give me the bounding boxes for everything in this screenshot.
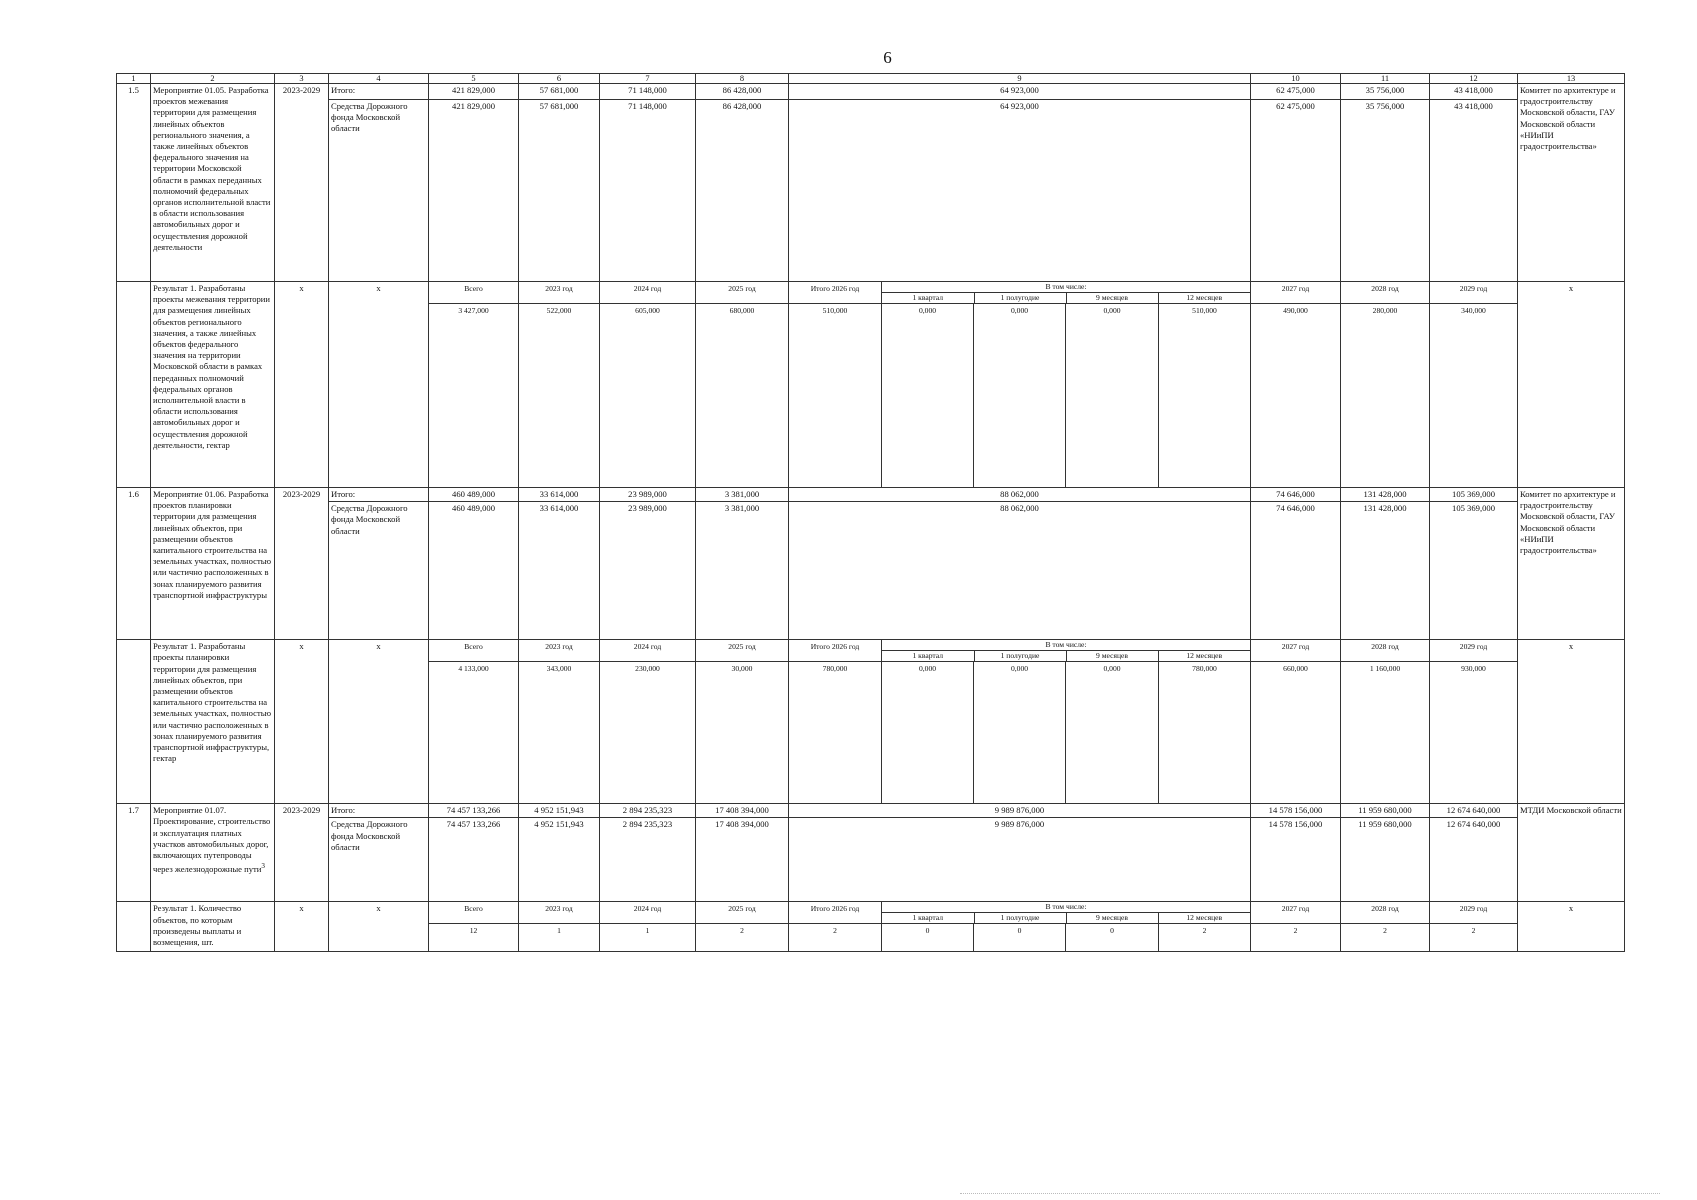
nine-months-label: 9 месяцев (1066, 293, 1158, 304)
value-cell: 131 428,000 (1341, 488, 1430, 502)
including-subtable (882, 282, 1250, 303)
result-col-total-2026: Итого 2026 год (789, 640, 882, 662)
col-header: 11 (1341, 74, 1430, 84)
twelve-months-label: 12 месяцев (1186, 651, 1223, 661)
value-cell: 340,000 (1430, 304, 1518, 488)
value-cell: 522,000 (519, 304, 600, 488)
value-cell: 3 381,000 (696, 502, 789, 640)
value-cell: 421 829,000 (429, 84, 519, 100)
x-mark: х (1518, 902, 1625, 952)
activity-title-text: Мероприятие 01.05. Разработка проектов межевания территории для размещения линейных объектов регионального значения, а также линейных объектов федерального значения на территории Московской области в рамках переданных полномочий федеральных органов исполнительной власти в области использования автомобильных дорог и осуществления дорожной деятельности (153, 85, 271, 252)
value-cell: 17 408 394,000 (696, 818, 789, 902)
including-label: В том числе: (882, 640, 1250, 651)
value-cell: 43 418,000 (1430, 84, 1518, 100)
col-header: 7 (600, 74, 696, 84)
value-cell: 1 160,000 (1341, 662, 1430, 804)
result-col-total-2026: Итого 2026 год (789, 282, 882, 304)
value-cell: 3 427,000 (429, 304, 519, 488)
program-table-container (116, 73, 1625, 952)
result-col-2028: 2028 год (1341, 282, 1430, 304)
value-cell: 490,000 (1251, 304, 1341, 488)
value-cell: 510,000 (789, 304, 882, 488)
value-cell: 14 578 156,000 (1251, 804, 1341, 818)
result-col-2024: 2024 год (600, 640, 696, 662)
funding-source: Средства Дорожного фонда Московской области (329, 100, 429, 282)
result-number-blank (117, 902, 151, 952)
result-header-row (117, 282, 1625, 304)
result-col-including (882, 640, 1251, 662)
result-col-including (882, 282, 1251, 304)
activity-number: 1.7 (117, 804, 151, 902)
half-year-label: 1 полугодие (974, 293, 1066, 304)
value-cell: 88 062,000 (789, 502, 1251, 640)
result-col-total: Всего (429, 282, 519, 304)
x-mark: х (275, 282, 329, 488)
value-cell: 11 959 680,000 (1341, 804, 1430, 818)
x-mark: х (329, 640, 429, 804)
funding-source: Средства Дорожного фонда Московской области (329, 818, 429, 902)
result-col-2027: 2027 год (1251, 640, 1341, 662)
value-cell: 0,000 (882, 304, 974, 488)
value-cell: 3 381,000 (696, 488, 789, 502)
total-label: Итого: (329, 804, 429, 818)
value-cell: 12 674 640,000 (1430, 804, 1518, 818)
activity-source-row (117, 502, 1625, 640)
x-mark: х (329, 282, 429, 488)
col-header: 10 (1251, 74, 1341, 84)
col-header: 12 (1430, 74, 1518, 84)
value-cell: 421 829,000 (429, 100, 519, 282)
activity-title (151, 84, 275, 282)
value-cell: 0 (1066, 924, 1159, 952)
result-col-2027: 2027 год (1251, 902, 1341, 924)
col-header: 1 (117, 74, 151, 84)
result-col-including (882, 902, 1251, 924)
value-cell: 0,000 (1066, 662, 1159, 804)
result-title: Результат 1. Разработаны проекты межевания территории для размещения линейных объектов регионального значения, а также линейных объектов федерального значения на территории Московской области в рамках переданных полномочий федеральных органов исполнительной власти в области использования автомобильных дорог и осуществления дорожной деятельности, гектар (151, 282, 275, 488)
x-mark: х (275, 902, 329, 952)
value-cell: 33 614,000 (519, 502, 600, 640)
activity-title (151, 804, 275, 902)
value-cell: 1 (519, 924, 600, 952)
activity-source-row (117, 818, 1625, 902)
value-cell: 33 614,000 (519, 488, 600, 502)
value-cell: 64 923,000 (789, 100, 1251, 282)
result-col-2024: 2024 год (600, 282, 696, 304)
value-cell: 1 (600, 924, 696, 952)
twelve-months-label: 12 месяцев (1186, 913, 1223, 923)
col-header: 13 (1518, 74, 1625, 84)
value-cell: 14 578 156,000 (1251, 818, 1341, 902)
value-cell: 780,000 (789, 662, 882, 804)
col-header: 9 (789, 74, 1251, 84)
value-cell: 460 489,000 (429, 488, 519, 502)
value-cell: 280,000 (1341, 304, 1430, 488)
half-year-label: 1 полугодие (974, 651, 1066, 662)
result-col-2027: 2027 год (1251, 282, 1341, 304)
funding-source: Средства Дорожного фонда Московской области (329, 502, 429, 640)
value-cell: 2 (696, 924, 789, 952)
result-title: Результат 1. Разработаны проекты планировки территории для размещения линейных объектов, при размещении объектов капитального строительства на земельных участках, полностью или частично расположенных в зонах планируемого развития транспортной инфраструктуры, гектар (151, 640, 275, 804)
page-number: 6 (883, 48, 892, 67)
value-cell: 510,000 (1159, 304, 1251, 488)
value-cell: 64 923,000 (789, 84, 1251, 100)
value-cell: 12 674 640,000 (1430, 818, 1518, 902)
twelve-months-label: 12 месяцев (1186, 293, 1223, 302)
value-cell: 4 133,000 (429, 662, 519, 804)
x-mark: х (1518, 640, 1625, 804)
quarter-1-label: 1 квартал (882, 651, 974, 662)
result-col-2025: 2025 год (696, 640, 789, 662)
half-year-label: 1 полугодие (974, 913, 1066, 924)
value-cell: 88 062,000 (789, 488, 1251, 502)
value-cell: 30,000 (696, 662, 789, 804)
value-cell: 74 457 133,266 (429, 804, 519, 818)
value-cell: 35 756,000 (1341, 100, 1430, 282)
value-cell: 35 756,000 (1341, 84, 1430, 100)
result-col-2025: 2025 год (696, 902, 789, 924)
result-col-total: Всего (429, 902, 519, 924)
result-number-blank (117, 282, 151, 488)
result-col-2023: 2023 год (519, 282, 600, 304)
value-cell: 343,000 (519, 662, 600, 804)
value-cell: 2 894 235,323 (600, 804, 696, 818)
including-label: В том числе: (882, 902, 1250, 913)
scan-artifact (960, 1193, 1660, 1196)
value-cell: 2 (1341, 924, 1430, 952)
x-mark: х (275, 640, 329, 804)
value-cell: 9 989 876,000 (789, 804, 1251, 818)
nine-months-label: 9 месяцев (1066, 651, 1158, 662)
result-col-2024: 2024 год (600, 902, 696, 924)
activity-executor: Комитет по архитектуре и градостроительству Московской области, ГАУ Московской области «НИиПИ градостроительства» (1518, 84, 1625, 282)
value-cell: 930,000 (1430, 662, 1518, 804)
including-label: В том числе: (882, 282, 1250, 293)
total-label: Итого: (329, 488, 429, 502)
col-header: 6 (519, 74, 600, 84)
total-label: Итого: (329, 84, 429, 100)
col-header: 3 (275, 74, 329, 84)
result-col-2023: 2023 год (519, 640, 600, 662)
result-title: Результат 1. Количество объектов, по которым произведены выплаты и возмещения, шт. (151, 902, 275, 952)
result-col-2029: 2029 год (1430, 640, 1518, 662)
value-cell: 23 989,000 (600, 502, 696, 640)
activity-total-row (117, 804, 1625, 818)
value-cell: 11 959 680,000 (1341, 818, 1430, 902)
activity-title-text: Мероприятие 01.07. Проектирование, строительство и эксплуатация платных участков автомобильных дорог, включающих путепроводы через железнодорожные пути (153, 805, 271, 875)
value-cell: 230,000 (600, 662, 696, 804)
value-cell: 680,000 (696, 304, 789, 488)
value-cell: 71 148,000 (600, 100, 696, 282)
value-cell: 23 989,000 (600, 488, 696, 502)
activity-total-row (117, 84, 1625, 100)
value-cell: 74 457 133,266 (429, 818, 519, 902)
activity-title (151, 488, 275, 640)
col-header: 2 (151, 74, 275, 84)
value-cell: 660,000 (1251, 662, 1341, 804)
value-cell: 460 489,000 (429, 502, 519, 640)
value-cell: 0 (882, 924, 974, 952)
quarter-1-label: 1 квартал (882, 293, 974, 304)
value-cell: 62 475,000 (1251, 84, 1341, 100)
result-col-total: Всего (429, 640, 519, 662)
activity-period: 2023-2029 (275, 84, 329, 282)
including-subtable (882, 640, 1250, 661)
activity-number: 1.6 (117, 488, 151, 640)
x-mark: х (329, 902, 429, 952)
result-col-2029: 2029 год (1430, 282, 1518, 304)
footnote-mark: 3 (261, 862, 265, 871)
value-cell: 12 (429, 924, 519, 952)
result-col-2028: 2028 год (1341, 640, 1430, 662)
value-cell: 57 681,000 (519, 100, 600, 282)
program-table (116, 73, 1625, 952)
activity-period: 2023-2029 (275, 488, 329, 640)
value-cell: 0,000 (974, 304, 1066, 488)
value-cell: 62 475,000 (1251, 100, 1341, 282)
nine-months-label: 9 месяцев (1066, 913, 1158, 924)
x-mark: х (1518, 282, 1625, 488)
value-cell: 74 646,000 (1251, 488, 1341, 502)
value-cell: 71 148,000 (600, 84, 696, 100)
activity-period: 2023-2029 (275, 804, 329, 902)
value-cell: 0,000 (974, 662, 1066, 804)
value-cell: 43 418,000 (1430, 100, 1518, 282)
value-cell: 2 894 235,323 (600, 818, 696, 902)
value-cell: 105 369,000 (1430, 488, 1518, 502)
activity-source-row (117, 100, 1625, 282)
activity-executor: МТДИ Московской области (1518, 804, 1625, 902)
value-cell: 4 952 151,943 (519, 818, 600, 902)
result-col-2028: 2028 год (1341, 902, 1430, 924)
result-header-row (117, 902, 1625, 924)
value-cell: 2 (1251, 924, 1341, 952)
quarter-1-label: 1 квартал (882, 913, 974, 924)
activity-title-text: Мероприятие 01.06. Разработка проектов планировки территории для размещения линейных объектов, при размещении объектов капитального строительства на земельных участках, полностью или частично расположенных в зонах планируемого развития транспортной инфраструктуры (153, 489, 272, 600)
result-number-blank (117, 640, 151, 804)
value-cell: 17 408 394,000 (696, 804, 789, 818)
value-cell: 0 (974, 924, 1066, 952)
value-cell: 2 (1159, 924, 1251, 952)
value-cell: 4 952 151,943 (519, 804, 600, 818)
value-cell: 2 (789, 924, 882, 952)
result-header-row (117, 640, 1625, 662)
value-cell: 2 (1430, 924, 1518, 952)
value-cell: 74 646,000 (1251, 502, 1341, 640)
col-header: 5 (429, 74, 519, 84)
value-cell: 605,000 (600, 304, 696, 488)
result-col-total-2026: Итого 2026 год (789, 902, 882, 924)
value-cell: 780,000 (1159, 662, 1251, 804)
value-cell: 9 989 876,000 (789, 818, 1251, 902)
column-number-row (117, 74, 1625, 84)
result-col-2023: 2023 год (519, 902, 600, 924)
value-cell: 131 428,000 (1341, 502, 1430, 640)
activity-number: 1.5 (117, 84, 151, 282)
result-col-2029: 2029 год (1430, 902, 1518, 924)
value-cell: 0,000 (882, 662, 974, 804)
value-cell: 86 428,000 (696, 100, 789, 282)
value-cell: 86 428,000 (696, 84, 789, 100)
value-cell: 105 369,000 (1430, 502, 1518, 640)
program-table-body (117, 74, 1625, 952)
col-header: 4 (329, 74, 429, 84)
including-subtable (882, 902, 1250, 923)
value-cell: 57 681,000 (519, 84, 600, 100)
value-cell: 0,000 (1066, 304, 1159, 488)
activity-total-row (117, 488, 1625, 502)
activity-executor: Комитет по архитектуре и градостроительству Московской области, ГАУ Московской области «НИиПИ градостроительства» (1518, 488, 1625, 640)
result-col-2025: 2025 год (696, 282, 789, 304)
col-header: 8 (696, 74, 789, 84)
